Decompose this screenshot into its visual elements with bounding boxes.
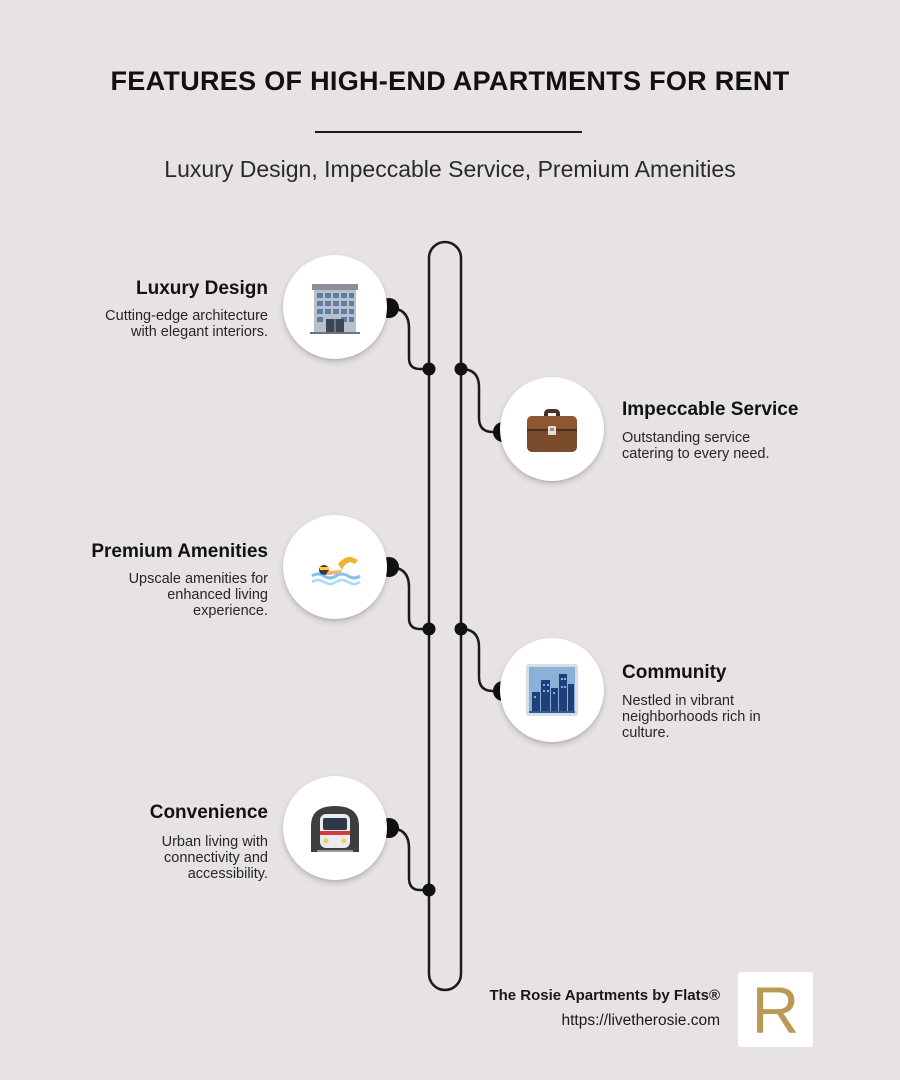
junction-convenience — [423, 884, 436, 897]
connector-impeccable-service — [461, 369, 503, 432]
desc-line: Nestled in vibrant — [622, 693, 735, 709]
feature-desc-premium-amenities — [129, 571, 268, 619]
junction-premium-amenities — [423, 623, 436, 636]
junction-impeccable-service — [455, 363, 468, 376]
logo-letter: R — [751, 972, 800, 1047]
rosie-logo — [738, 972, 813, 1047]
timeline-track — [429, 242, 461, 990]
page-subtitle: Luxury Design, Impeccable Service, Premium Amenities — [164, 156, 736, 182]
connector-convenience — [389, 828, 429, 890]
connector-premium-amenities — [389, 567, 429, 629]
desc-line: enhanced living — [167, 587, 268, 603]
desc-line: connectivity and — [164, 850, 268, 866]
feature-desc-community — [622, 693, 761, 741]
connector-community — [461, 629, 503, 691]
connector-luxury-design — [389, 308, 429, 369]
feature-title-premium-amenities: Premium Amenities — [91, 541, 268, 562]
desc-line: catering to every need. — [622, 446, 770, 462]
feature-title-impeccable-service: Impeccable Service — [622, 399, 799, 420]
feature-desc-luxury-design — [105, 308, 268, 340]
briefcase-icon — [523, 400, 581, 458]
desc-line: Cutting-edge architecture — [105, 308, 268, 324]
page-title: FEATURES OF HIGH-END APARTMENTS FOR RENT — [110, 66, 790, 96]
cityscape-icon — [524, 662, 580, 718]
luxury-design-badge — [283, 255, 387, 359]
desc-line: Urban living with — [161, 834, 268, 850]
feature-title-community: Community — [622, 662, 727, 683]
desc-line: Outstanding service — [622, 430, 751, 446]
premium-amenities-badge — [283, 515, 387, 619]
feature-desc-impeccable-service — [622, 430, 770, 462]
metro-train-icon — [307, 800, 363, 856]
community-badge — [500, 638, 604, 742]
desc-line: with elegant interiors. — [130, 324, 268, 340]
feature-desc-convenience — [162, 834, 268, 882]
convenience-badge — [283, 776, 387, 880]
junction-community — [455, 623, 468, 636]
desc-line: experience. — [193, 603, 268, 619]
desc-line: accessibility. — [187, 866, 268, 882]
swimmer-icon — [306, 538, 364, 596]
desc-line: Upscale amenities for — [128, 571, 268, 587]
feature-title-luxury-design: Luxury Design — [136, 278, 268, 299]
impeccable-service-badge — [500, 377, 604, 481]
junction-luxury-design — [423, 363, 436, 376]
desc-line: neighborhoods rich in — [622, 709, 761, 725]
footer-url[interactable]: https://livetherosie.com — [561, 1012, 720, 1029]
feature-title-convenience: Convenience — [149, 802, 268, 823]
desc-line: culture. — [622, 725, 670, 741]
footer-brand: The Rosie Apartments by Flats® — [489, 987, 720, 1004]
office-building-icon — [306, 278, 364, 336]
